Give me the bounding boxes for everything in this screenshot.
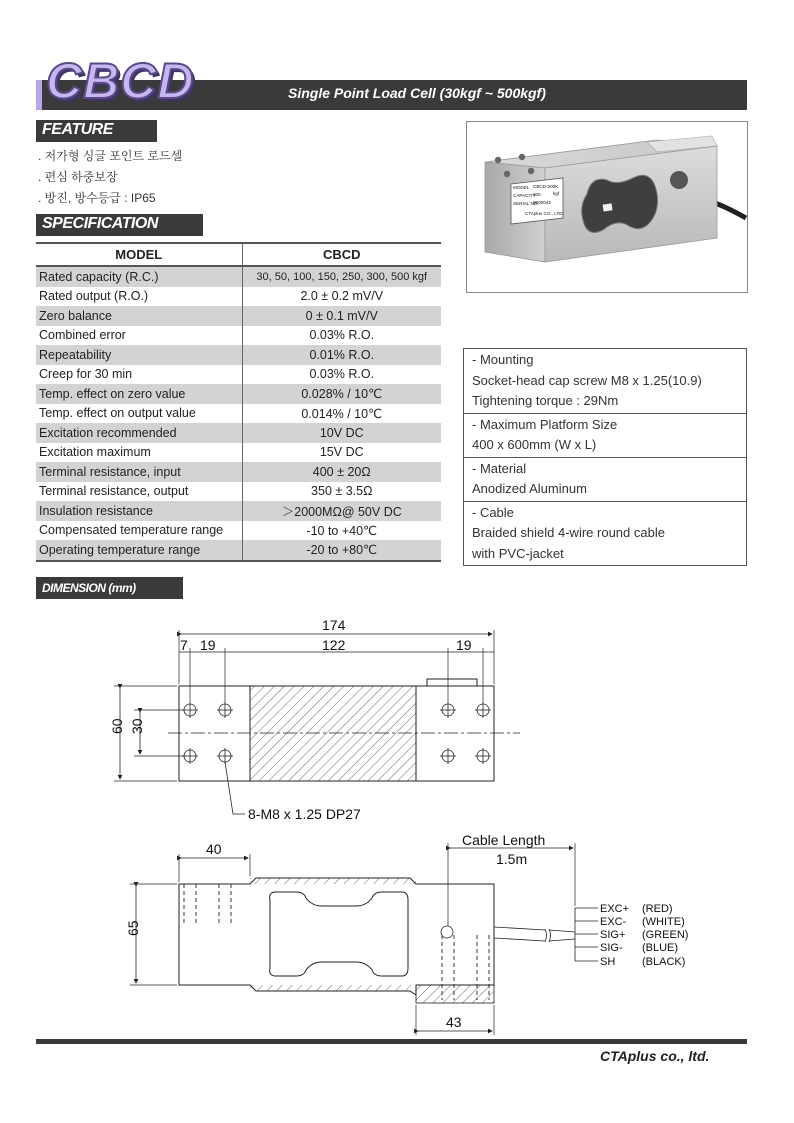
dim-40: 40 bbox=[206, 841, 222, 857]
wire-name: SH bbox=[600, 956, 616, 968]
wire-color: (BLUE) bbox=[642, 942, 679, 954]
spec-value: 400 ± 20Ω bbox=[242, 462, 441, 482]
wire-color: (WHITE) bbox=[642, 916, 685, 928]
sticker-value-unit: kgf bbox=[553, 191, 560, 196]
spec-label: Excitation recommended bbox=[36, 423, 242, 443]
thread-callout: 8-M8 x 1.25 DP27 bbox=[248, 806, 361, 822]
sticker-value-model: CBCD-200K bbox=[533, 184, 559, 189]
spec-label: Combined error bbox=[39, 328, 126, 343]
column-header-model: MODEL bbox=[36, 243, 242, 266]
cable-length-label: Cable Length bbox=[462, 832, 546, 848]
dim-43: 43 bbox=[446, 1014, 462, 1030]
spec-value: 0.03% R.O. bbox=[242, 365, 441, 385]
wire-name: EXC+ bbox=[600, 903, 630, 915]
info-line: - Maximum Platform Size bbox=[472, 416, 618, 432]
info-line: - Material bbox=[472, 460, 527, 476]
feature-item: . 저가형 싱글 포인트 로드셀 bbox=[38, 149, 183, 163]
spec-value: 0 ± 0.1 mV/V bbox=[242, 306, 441, 326]
dim-122: 122 bbox=[322, 637, 346, 653]
spec-value: 15V DC bbox=[242, 443, 441, 463]
info-line: Socket-head cap screw M8 x 1.25(10.9) bbox=[472, 372, 702, 388]
wire-name: EXC- bbox=[600, 916, 627, 928]
sticker-label-serial: SERIAL NO. bbox=[513, 201, 539, 206]
spec-label: Temp. effect on zero value bbox=[36, 384, 242, 404]
column-header-value: CBCD bbox=[242, 243, 441, 266]
spec-value: 30, 50, 100, 150, 250, 300, 500 kgf bbox=[242, 266, 441, 287]
info-line: - Cable bbox=[472, 504, 514, 520]
spec-value: 2.0 ± 0.2 mV/V bbox=[242, 287, 441, 307]
spec-label: Compensated temperature range bbox=[39, 523, 224, 538]
spec-value: 0.03% R.O. bbox=[242, 326, 441, 346]
spec-label: Operating temperature range bbox=[36, 540, 242, 561]
sticker-label-model: MODEL bbox=[513, 185, 530, 190]
company-name: CTAplus co., ltd. bbox=[600, 1048, 710, 1064]
info-line: Anodized Aluminum bbox=[472, 481, 587, 496]
info-line: Braided shield 4-wire round cable bbox=[472, 525, 665, 540]
spec-value: ＞2000MΩ@ 50V DC bbox=[242, 501, 441, 521]
info-line: - Mounting bbox=[472, 352, 534, 367]
sticker-maker: CTAplus CO., LTD. bbox=[525, 211, 564, 216]
dim-total-length: 174 bbox=[322, 617, 346, 633]
spec-label: Creep for 30 min bbox=[39, 367, 133, 382]
wire-name: SIG- bbox=[600, 942, 623, 954]
dim-7: 7 bbox=[180, 637, 188, 653]
spec-value: 0.01% R.O. bbox=[242, 345, 441, 365]
spec-value: -10 to +40℃ bbox=[242, 521, 441, 541]
wire-name: SIG+ bbox=[600, 929, 626, 941]
cable-length-value: 1.5m bbox=[496, 851, 528, 867]
spec-value: -20 to +80℃ bbox=[242, 540, 441, 561]
spec-label: Terminal resistance, input bbox=[36, 462, 242, 482]
footer-bar bbox=[36, 1039, 747, 1044]
spec-value: 350 ± 3.5Ω bbox=[242, 482, 441, 502]
spec-label: Excitation maximum bbox=[39, 445, 151, 460]
spec-value: 0.028% / 10℃ bbox=[242, 384, 441, 404]
dim-height-30: 30 bbox=[129, 718, 145, 734]
dim-19-right: 19 bbox=[456, 637, 472, 653]
wire-color: (BLACK) bbox=[642, 956, 686, 968]
spec-label: Insulation resistance bbox=[36, 501, 242, 521]
wire-color: (GREEN) bbox=[642, 929, 689, 941]
specification-heading: SPECIFICATION bbox=[36, 214, 203, 236]
spec-label: Zero balance bbox=[36, 306, 242, 326]
sticker-value-capacity: 200 bbox=[533, 192, 541, 197]
dimension-heading: DIMENSION (mm) bbox=[36, 577, 183, 599]
product-logo: CBCD bbox=[46, 53, 195, 109]
dim-height-60: 60 bbox=[109, 718, 125, 734]
sticker-value-serial: 0000042 bbox=[533, 200, 551, 205]
spec-label: Rated capacity (R.C.) bbox=[36, 266, 242, 287]
spec-label: Temp. effect on output value bbox=[39, 406, 196, 421]
spec-label: Terminal resistance, output bbox=[39, 484, 189, 499]
feature-heading: FEATURE bbox=[36, 120, 157, 142]
feature-item: . 방진, 방수등급 : IP65 bbox=[38, 191, 156, 205]
spec-value: 0.014% / 10℃ bbox=[242, 404, 441, 424]
info-line: with PVC-jacket bbox=[472, 545, 564, 561]
wire-color: (RED) bbox=[642, 903, 673, 915]
dim-19-left: 19 bbox=[200, 637, 216, 653]
info-line: 400 x 600mm (W x L) bbox=[472, 437, 597, 452]
spec-label: Repeatability bbox=[36, 345, 242, 365]
info-line: Tightening torque : 29Nm bbox=[472, 393, 619, 408]
feature-item: . 편심 하중보장 bbox=[38, 170, 118, 184]
sticker-label-capacity: CAPACITY bbox=[513, 193, 536, 198]
spec-value: 10V DC bbox=[242, 423, 441, 443]
spec-label: Rated output (R.O.) bbox=[39, 289, 149, 304]
page-title: Single Point Load Cell (30kgf ~ 500kgf) bbox=[288, 85, 546, 101]
dim-height-65: 65 bbox=[125, 920, 141, 936]
